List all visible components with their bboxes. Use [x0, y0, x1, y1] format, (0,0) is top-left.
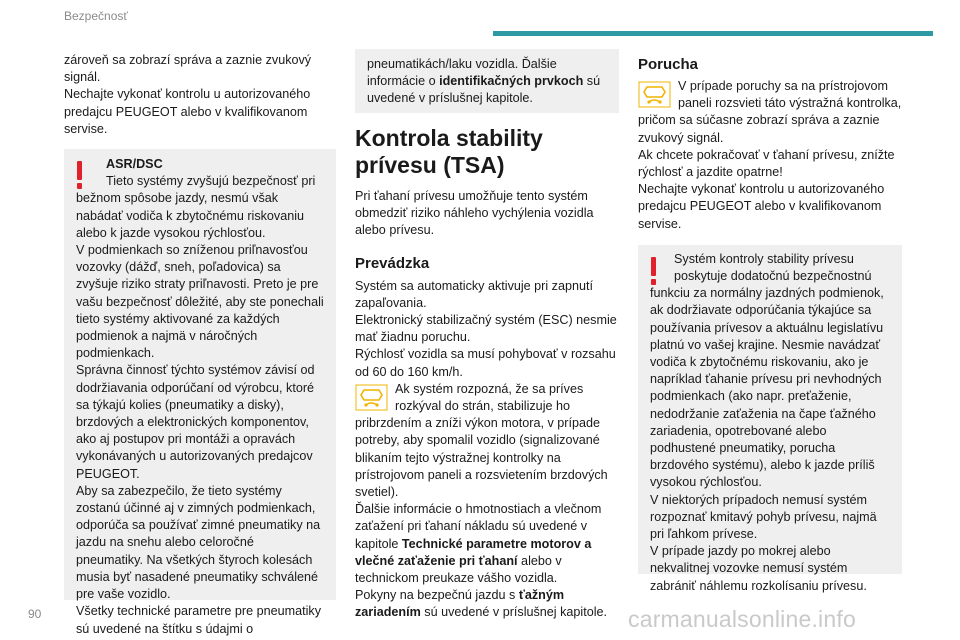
- lamp-continuation: [355, 415, 619, 621]
- section-heading: Kontrola stability prívesu (TSA): [355, 125, 543, 178]
- column-3: [638, 49, 902, 593]
- header-accent-bar: [493, 31, 933, 36]
- note-title: ASR/DSC: [106, 157, 163, 172]
- note-continuation: [355, 49, 619, 113]
- tsa-warning-note: [638, 245, 902, 593]
- lamp-line-2: rozkýval do strán, stabilizuje ho: [395, 399, 570, 414]
- note-body: funkciu za normálny jazdných podmienok, ak dodržiavate odporúčania týkajúce sa používania prívesov a aktuálnu legislatívu platnú vo vašej krajine. Nesmie navádzať vodiča k zbytočnému riskovaniu, ako je napríklad ťahanie prívesu pri nevhodných podmienkach (ako napr. preťaženie, nedodržanie zaťaženia na čape ťažného zariadenia, opotrebované alebo podhustené pneumatiky, porucha brzdového systému), alebo k jazde príliš vysokou rýchlosťou. V niektorých prípadoch nemusí systém rozpoznať kmitavý pohyb prívesu, najmä pri ľahkom prívese. V prípade jazdy po mokrej alebo nekvalitnej vozovke nemusí systém zabrániť náhlemu rozkolísaniu prívesu.: [650, 286, 884, 593]
- warning-exclamation-icon: [76, 161, 84, 191]
- trailer-stability-warning-icon: [355, 384, 388, 411]
- column-2: [355, 49, 619, 622]
- note-lead-1: Systém kontroly stability prívesu: [674, 251, 854, 266]
- note-lead-2: poskytuje dodatočnú bezpečnostnú: [674, 269, 872, 284]
- fault-lamp-line-2: paneli rozsvieti táto výstražná kontrolka,: [678, 96, 902, 111]
- column-1: [64, 49, 336, 636]
- fault-lamp-line-1: V prípade poruchy sa na prístrojovom: [678, 79, 889, 93]
- lamp-paragraph: [355, 381, 619, 622]
- subheading-operation: Prevádzka: [355, 254, 430, 272]
- section-intro: Pri ťahaní prívesu umožňuje tento systém obmedziť riziko náhleho vychýlenia vozidla alebo prívesu.: [355, 189, 594, 238]
- note-cont-text-a: pneumatikách/laku vozidla. Ďalšie informácie o: [367, 57, 557, 89]
- lamp-line-1: Ak systém rozpozná, že sa príves: [395, 381, 584, 396]
- watermark: carmanualsonline.info: [628, 606, 856, 632]
- fault-continuation: pričom sa súčasne zobrazí správa a zaznie zvukový signál. Ak chcete pokračovať v ťahaní prívesu, znížte rýchlosť a jazdite opatrne! Nechajte vykonať kontrolu u autorizovaného predajcu PEUGEOT alebo v kvalifikovanom servise.: [638, 113, 895, 231]
- intro-paragraph: zároveň sa zobrazí správa a zaznie zvukový signál. Nechajte vykonať kontrolu u autorizovaného predajcu PEUGEOT alebo v kvalifikovanom servise.: [64, 53, 312, 136]
- fault-paragraph: [638, 78, 902, 233]
- note-body: bežnom spôsobe jazdy, nesmú však nabádať vodiča k zbytočnému riskovaniu alebo k jazde vysokou rýchlosťou. V podmienkach so zníženou priľnavosťou vozovky (dážď, sneh, poľadovica) sa zvyšuje riziko straty priľnavosti. Preto je pre vašu bezpečnosť dôležité, aby ste ponechali tieto systémy aktivované za každých podmienok a najmä v náročných podmienkach. Správna činnosť týchto systémov závisí od dodržiavania odporúčaní od výrobcu, ktoré sa týkajú kolies (pneumatiky a disky), brzdových a elektronických komponentov, ako aj postupov pri montáži a opravách vykonávaných u autorizovaných predajcov PEUGEOT. Aby sa zabezpečilo, že tieto systémy zostanú účinné aj v zimných podmienkach, odporúča sa používať zimné pneumatiky na jazdu na snehu alebo celoročné pneumatiky. Na všetkých štyroch kolesách musia byť nasadené pneumatiky schválené pre vaše vozidlo. Všetky technické parametre pre pneumatiky sú uvedené na štítku s údajmi o: [76, 191, 324, 636]
- warning-exclamation-icon: [650, 257, 658, 287]
- note-lead: Tieto systémy zvyšujú bezpečnosť pri: [106, 174, 316, 189]
- after-lamp-text: pribrzdením a zníži výkon motora, v prípade potreby, aby spomalil vozidlo (signalizované blikaním tejto výstražnej kontrolky na prístrojovom paneli a rozsvietením brzdových svetiel). Ďalšie informácie o hmotnostiach a vlečnom zaťažení pri ťahaní nákladu sú uvedené v kapitole: [355, 416, 608, 551]
- bold-reference-2: ťažným zariadením: [355, 588, 565, 620]
- trailer-stability-fault-icon: [638, 81, 671, 108]
- section-title: Bezpečnosť: [64, 9, 128, 23]
- operation-paragraph: Systém sa automaticky aktivuje pri zapnutí zapaľovania. Elektronický stabilizačný systém (ESC) nesmie mať žiadnu poruchu. Rýchlosť vozidla sa musí pohybovať v rozsahu od 60 do 160 km/h.: [355, 278, 617, 379]
- note-cont-bold: identifikačných prvkoch: [439, 74, 584, 89]
- bold-reference-1: Technické parametre motorov a vlečné zaťaženie pri ťahaní: [355, 536, 592, 568]
- page-number: 90: [28, 607, 42, 621]
- mid-text: alebo v technickom preukaze vášho vozidla. Pokyny na bezpečnú jazdu s: [355, 553, 562, 603]
- note-cont-text-b: sú uvedené v príslušnej kapitole.: [367, 74, 601, 106]
- end-text: sú uvedené v príslušnej kapitole.: [420, 605, 608, 620]
- subheading-fault: Porucha: [638, 56, 699, 73]
- asr-dsc-warning-note: [64, 149, 336, 636]
